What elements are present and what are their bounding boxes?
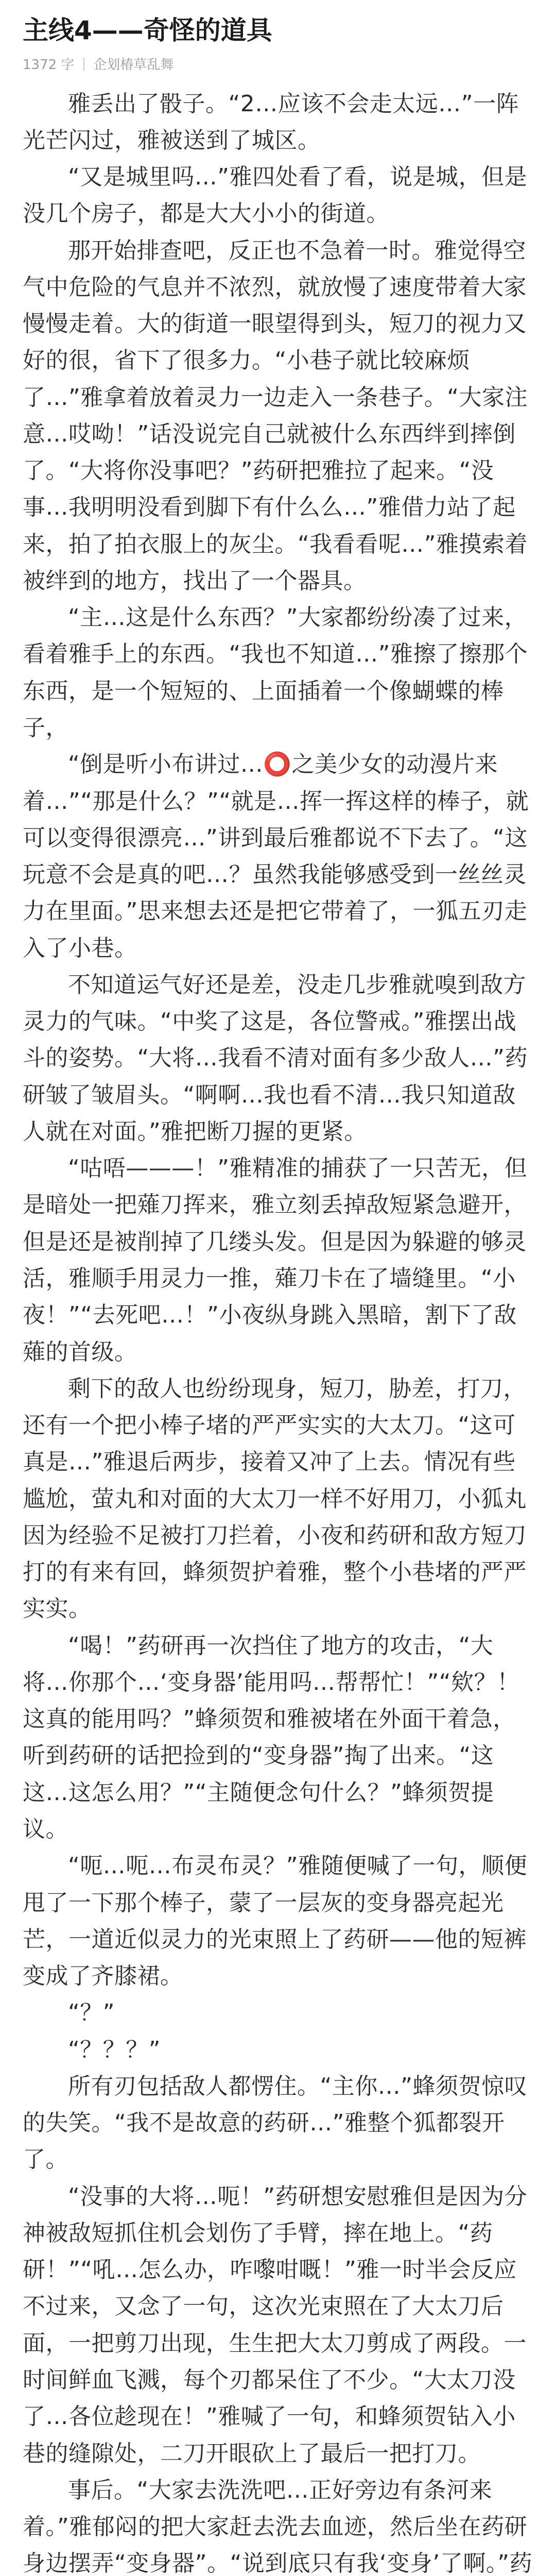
author-name[interactable]: 企划椿草乱舞 bbox=[93, 57, 174, 73]
paragraph-6: 不知道运气好还是差，没走几步雅就嗅到敌方灵力的气味。“中奖了这是，各位警戒。”雅摆出战斗的姿势。“大将…我看不清对面有多少敌人…”药研皱了皱眉头。“啊啊…我也看不清…我只知道敌人就在对面。”雅把断刀握的更紧。 bbox=[23, 971, 528, 1145]
paragraph-4: “主…这是什么东西？”大家都纷纷凑了过来，看着雅手上的东西。“我也不知道…”雅擦了擦那个东西，是一个短短的、上面插着一个像蝴蝶的棒子， bbox=[23, 604, 528, 741]
article-meta bbox=[23, 54, 533, 73]
paragraph-9: “喝！”药研再一次挡住了地方的攻击，“大将…你那个…‘变身器’能用吗…帮帮忙！”“欸？！这真的能用吗？”蜂须贺和雅被堵在外面干着急，听到药研的话把捡到的“变身器”掏了出来。“这这…这怎么用？”“主随便念句什么？”蜂须贺提议。 bbox=[23, 1632, 520, 1842]
paragraph-15: 事后。“大家去洗洗吧…正好旁边有条河来着。”雅郁闷的把大家赶去洗去血迹，然后坐在药研身边摆弄“变身器”。“说到底只有我‘变身’了啊。”药 bbox=[23, 2477, 533, 2576]
paragraph-11: “？” bbox=[68, 1999, 115, 2026]
paragraph-3: 那开始排查吧，反正也不急着一时。雅觉得空气中危险的气息并不浓烈，就放慢了速度带着大家慢慢走着。大的街道一眼望得到头，短刀的视力又好的很，省下了很多力。“小巷子就比较麻烦了…”雅拿着放着灵力一边走入一条巷子。“大家注意…哎呦！”话没说完自己就被什么东西绊到摔倒了。“大将你没事吧？”药研把雅拉了起来。“没事…我明明没看到脚下有什么么…”雅借力站了起来，拍了拍衣服上的灰尘。“我看看呢…”雅摸索着被绊到的地方，找出了一个器具。 bbox=[23, 237, 528, 594]
article-body bbox=[23, 86, 533, 2576]
paragraph-12: “？？？” bbox=[68, 2036, 161, 2063]
word-count: 1372 字 bbox=[23, 57, 75, 73]
paragraph-1: 雅丢出了骰子。“2…应该不会走太远…”一阵光芒闪过，雅被送到了城区。 bbox=[23, 90, 519, 154]
meta-separator: | bbox=[81, 56, 86, 71]
paragraph-7: “咕唔———！”雅精准的捕获了一只苦无，但是暗处一把薙刀挥来，雅立刻丢掉敌短紧急避开，但是还是被削掉了几缕头发。但是因为躲避的够灵活，雅顺手用灵力一推，薙刀卡在了墙缝里。“小夜！”“去死吧…！”小夜纵身跳入黑暗，割下了敌薙的首级。 bbox=[23, 1155, 528, 1365]
paragraph-14: “没事的大将…呃！”药研想安慰雅但是因为分神被敌短抓住机会划伤了手臂，摔在地上。“药研！”“吼…怎么办，咋嚟咁嘅！”雅一时半会反应不过来，又念了一句，这次光束照在了大太刀后面，一把剪刀出现，生生把大太刀剪成了两段。一时间鲜血飞溅，每个刃都呆住了不少。“大太刀没了…各位趁现在！”雅喊了一句，和蜂须贺钻入小巷的缝隙处，二刀开眼砍上了最后一把打刀。 bbox=[23, 2183, 528, 2467]
paragraph-10: “呃…呃…布灵布灵？”雅随便喊了一句，顺便甩了一下那个棒子，蒙了一层灰的变身器亮起光芒，一道近似灵力的光束照上了药研——他的短裤变成了齐膝裙。 bbox=[23, 1853, 528, 1990]
paragraph-2: “又是城里吗…”雅四处看了看，说是城，但是没几个房子，都是大大小小的街道。 bbox=[23, 164, 528, 227]
paragraph-13: 所有刃包括敌人都愣住。“主你…”蜂须贺惊叹的失笑。“我不是故意的药研…”雅整个狐都裂开了。 bbox=[23, 2073, 528, 2173]
paragraph-8: 剩下的敌人也纷纷现身，短刀，胁差，打刀，还有一个把小棒子堵的严严实实的大太刀。“这可真是…”雅退后两步，接着又冲了上去。情况有些尴尬，萤丸和对面的大太刀一样不好用刀，小狐丸因为经验不足被打刀拦着，小夜和药研和敌方短刀打的有来有回，蜂须贺护着雅，整个小巷堵的严严实实。 bbox=[23, 1375, 527, 1622]
article-title: 主线4——奇怪的道具 bbox=[23, 15, 272, 45]
paragraph-5: “倒是听小布讲过…⭕️之美少女的动漫片来着…”“那是什么？”“就是…挥一挥这样的棒子，就可以变得很漂亮…”讲到最后雅都说不下去了。“这玩意不会是真的吧…？虽然我能够感受到一丝丝灵力在里面。”思来想去还是把它带着了，一狐五刃走入了小巷。 bbox=[23, 751, 529, 961]
